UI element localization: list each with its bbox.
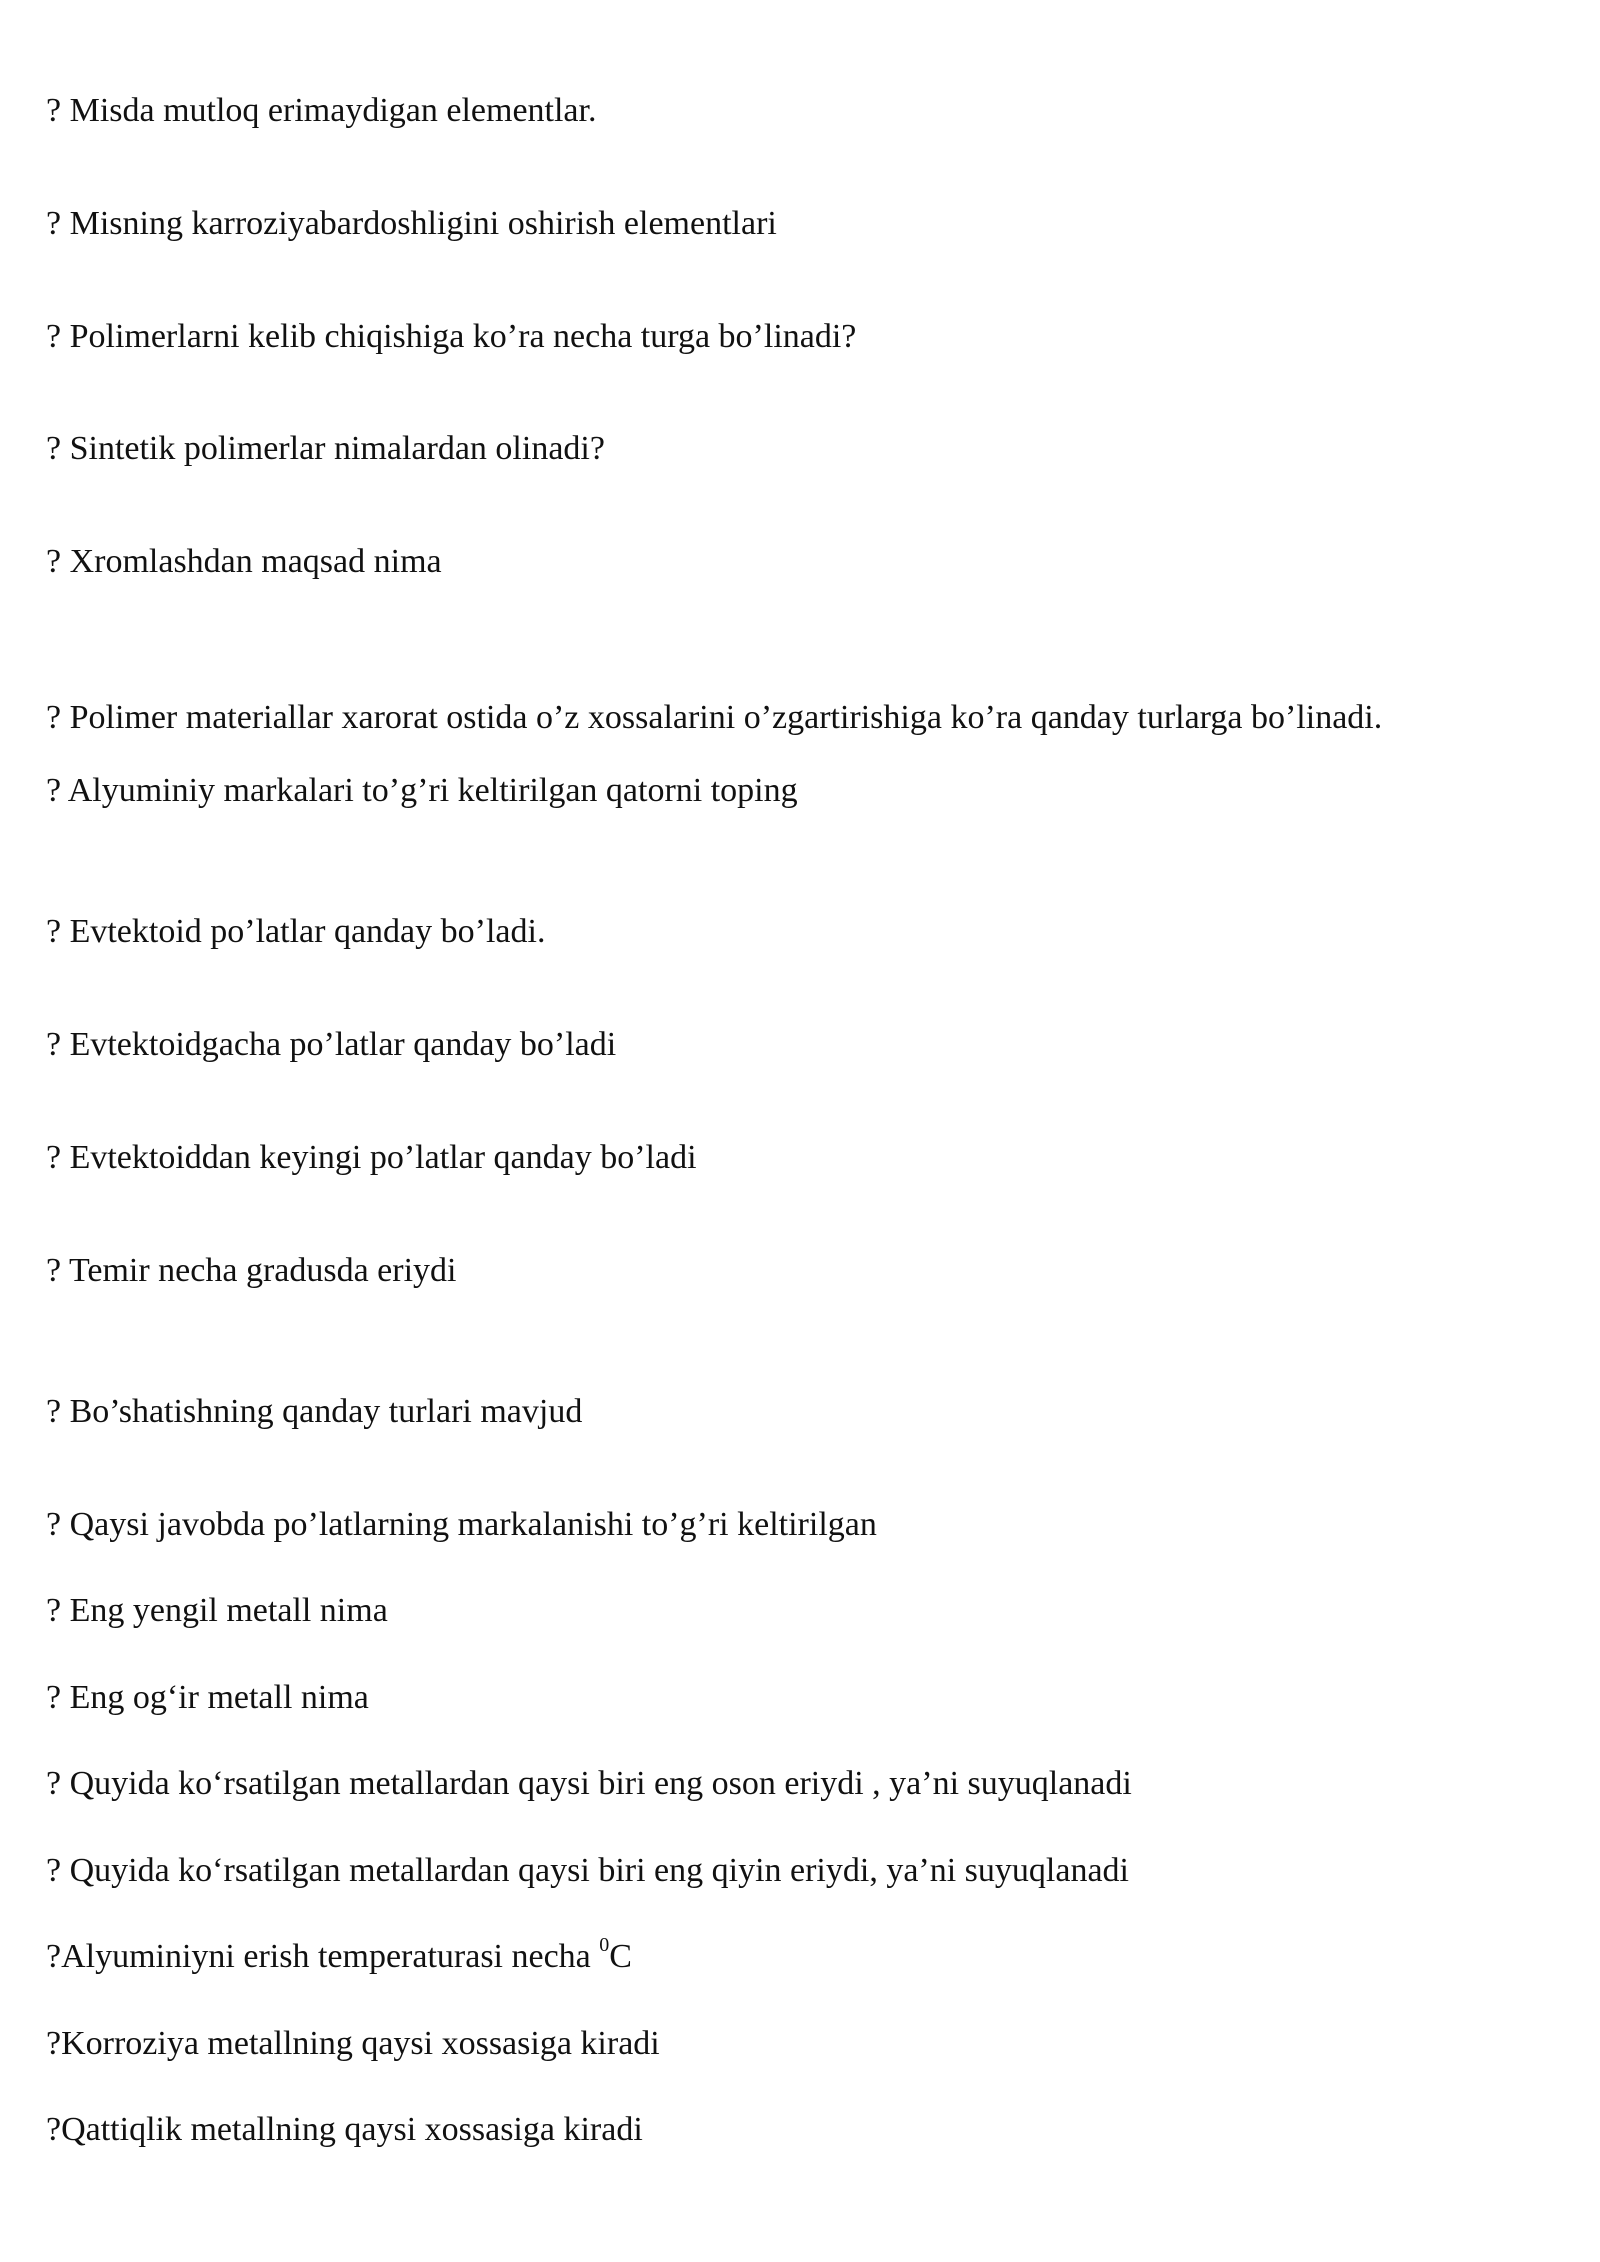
question-line: ? Sintetik polimerlar nimalardan olinadi? <box>46 430 605 467</box>
question-text: ?Alyuminiyni erish temperaturasi necha <box>46 1938 600 1975</box>
question-line: ? Quyida ko‘rsatilgan metallardan qaysi biri eng qiyin eriydi, ya’ni suyuqlanadi <box>46 1852 1129 1889</box>
question-line: ? Xromlashdan maqsad nima <box>46 543 442 580</box>
unit-text: C <box>609 1938 632 1975</box>
question-line: ? Evtektoidgacha po’latlar qanday bo’ladi <box>46 1026 617 1063</box>
question-line: ? Misning karroziyabardoshligini oshirish elementlari <box>46 205 777 242</box>
question-line: ?Korroziya metallning qaysi xossasiga kiradi <box>46 2025 660 2062</box>
question-line: ? Quyida ko‘rsatilgan metallardan qaysi biri eng oson eriydi , ya’ni suyuqlanadi <box>46 1765 1132 1802</box>
question-line: ? Misda mutloq erimaydigan elementlar. <box>46 92 597 129</box>
question-line: ? Polimer materiallar xarorat ostida o’z xossalarini o’zgartirishiga ko’ra qanday turlarga bo’linadi. <box>46 699 1383 736</box>
question-line: ? Bo’shatishning qanday turlari mavjud <box>46 1393 583 1430</box>
question-line: ? Evtektoiddan keyingi po’latlar qanday bo’ladi <box>46 1139 697 1176</box>
question-line: ? Temir necha gradusda eriydi <box>46 1252 457 1289</box>
question-line: ? Polimerlarni kelib chiqishiga ko’ra necha turga bo’linadi? <box>46 318 857 355</box>
question-line: ? Alyuminiy markalari to’g’ri keltirilgan qatorni toping <box>46 772 798 809</box>
question-line: ? Qaysi javobda po’latlarning markalanishi to’g’ri keltirilgan <box>46 1506 877 1543</box>
question-line <box>46 1934 632 1977</box>
question-line: ? Evtektoid po’latlar qanday bo’ladi. <box>46 913 546 950</box>
question-line: ?Qattiqlik metallning qaysi xossasiga kiradi <box>46 2111 643 2148</box>
question-line: ? Eng yengil metall nima <box>46 1592 388 1629</box>
degree-superscript: 0 <box>599 1934 610 1956</box>
question-line: ? Eng og‘ir metall nima <box>46 1679 369 1716</box>
